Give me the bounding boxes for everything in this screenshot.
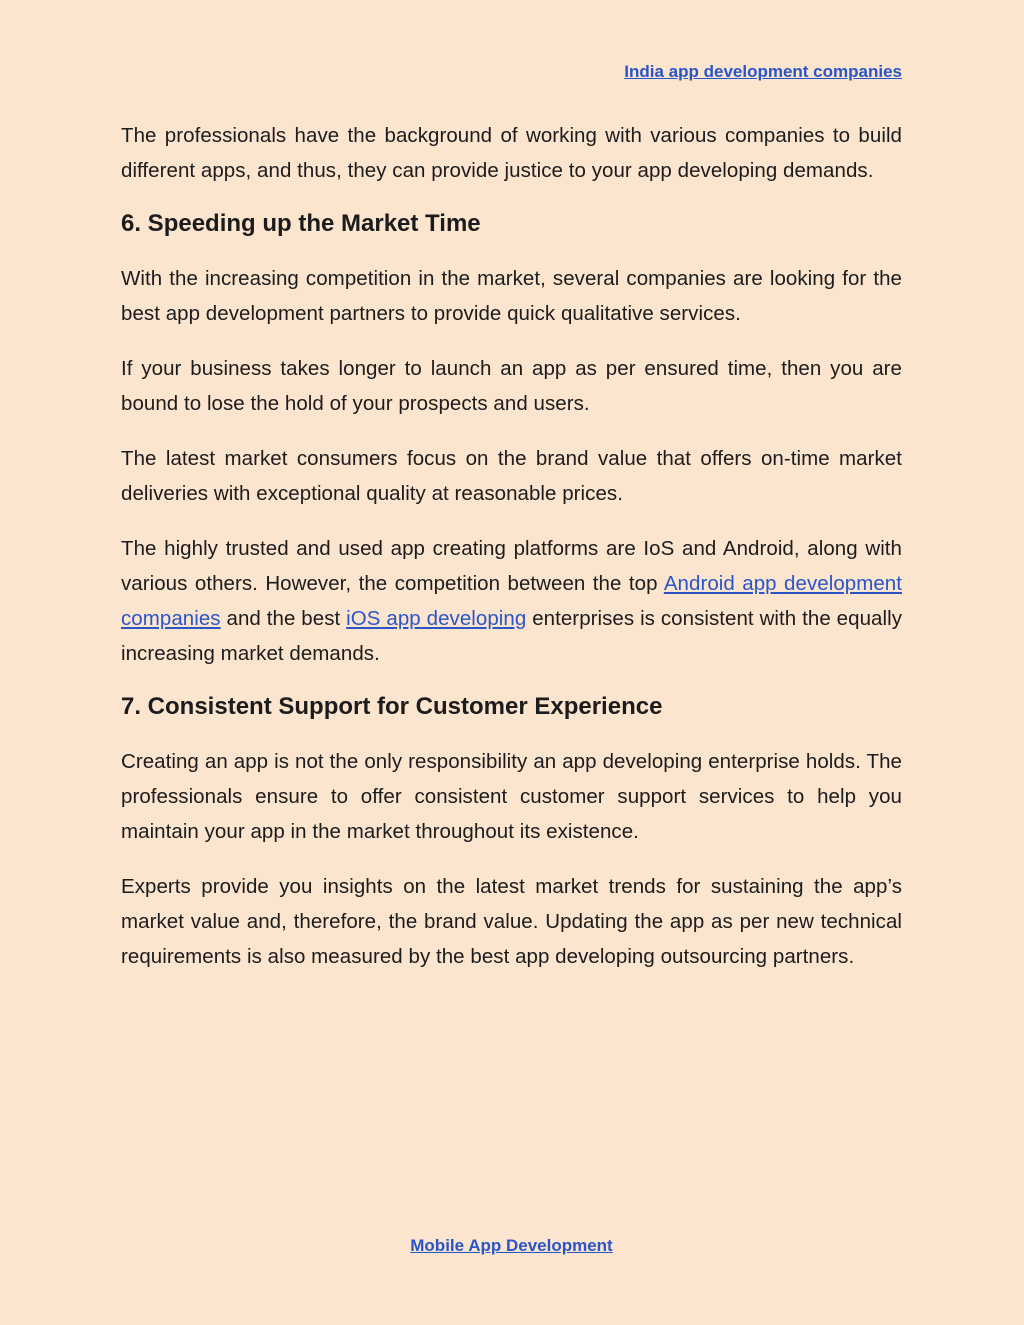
paragraph-4-text-part-2: and the best (220, 607, 347, 630)
footer-link-mobile-app-development[interactable]: Mobile App Development (410, 1236, 613, 1255)
intro-paragraph: The professionals have the background of working with various companies to build different apps, and thus, they can provide justice to your app developing demands. (121, 124, 902, 182)
section-7-paragraph-1: Creating an app is not the only responsibility an app developing enterprise holds. The professionals ensure to offer consistent customer support services to help you maintain your app in the market throughout its existence. (121, 750, 902, 843)
footer (121, 1236, 902, 1256)
section-6-paragraph-4 (121, 531, 902, 671)
section-6-heading: 6. Speeding up the Market Time (121, 210, 481, 237)
section-7-heading: 7. Consistent Support for Customer Experience (121, 693, 663, 720)
section-7-paragraph-2: Experts provide you insights on the latest market trends for sustaining the app’s market value and, therefore, the brand value. Updating the app as per new technical requirements is also measured by the best app developing outsourcing partners. (121, 875, 902, 968)
document-content (121, 118, 902, 994)
ios-app-developing-link[interactable]: iOS app developing (346, 607, 527, 630)
paragraph-4-text-part-3: enterprises is consistent with the equally increasing market demands. (121, 607, 902, 665)
section-6-paragraph-2: If your business takes longer to launch an app as per ensured time, then you are bound to lose the hold of your prospects and users. (121, 357, 902, 415)
paragraph-4-text-part-1: The highly trusted and used app creating platforms are IoS and Android, along with various others. However, the competition between the top (121, 537, 902, 595)
android-app-development-link[interactable]: Android app development companies (121, 572, 902, 630)
section-6-paragraph-3: The latest market consumers focus on the brand value that offers on-time market deliveries with exceptional quality at reasonable prices. (121, 447, 902, 505)
document-page (121, 0, 902, 1325)
section-6-paragraph-1: With the increasing competition in the market, several companies are looking for the best app development partners to provide quick qualitative services. (121, 267, 902, 325)
header-link-india-app-development[interactable]: India app development companies (624, 62, 902, 81)
